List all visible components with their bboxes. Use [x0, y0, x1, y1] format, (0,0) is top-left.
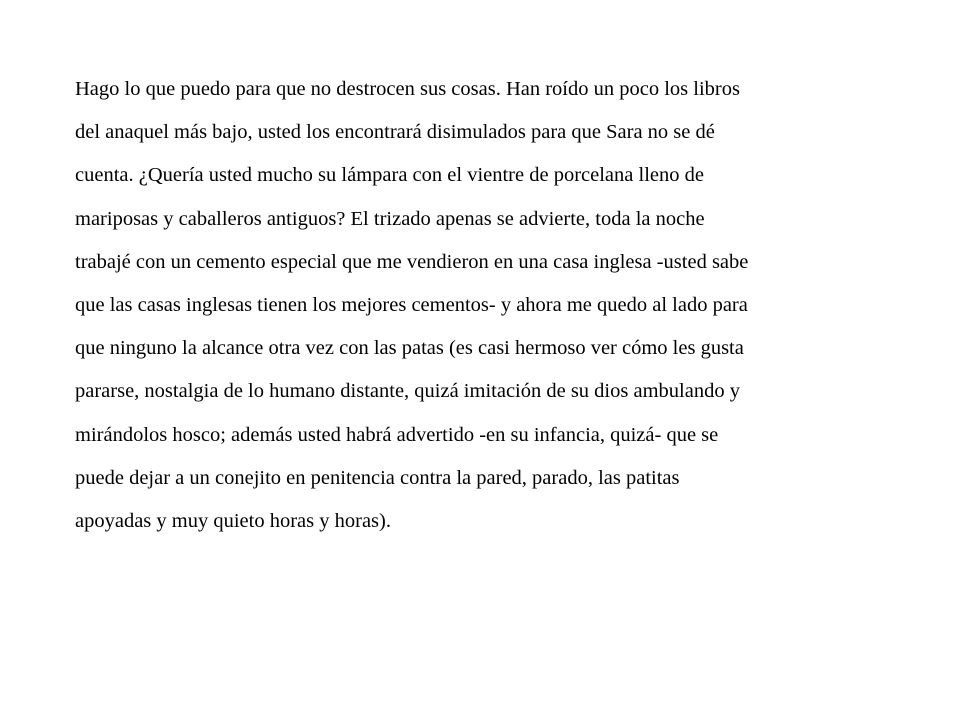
text-line: cuenta. ¿Quería usted mucho su lámpara con el vientre de porcelana lleno de: [75, 164, 704, 187]
text-line: del anaquel más bajo, usted los encontrará disimulados para que Sara no se dé: [75, 121, 715, 144]
text-line: puede dejar a un conejito en penitencia contra la pared, parado, las patitas: [75, 466, 680, 489]
text-line: apoyadas y muy quieto horas y horas).: [75, 510, 391, 533]
text-line: que las casas inglesas tienen los mejores cementos- y ahora me quedo al lado para: [75, 294, 748, 317]
paragraph: [75, 68, 895, 543]
text-line: mariposas y caballeros antiguos? El trizado apenas se advierte, toda la noche: [75, 207, 705, 230]
text-line: pararse, nostalgia de lo humano distante, quizá imitación de su dios ambulando y: [75, 380, 740, 403]
text-line: mirándolos hosco; además usted habrá advertido -en su infancia, quizá- que se: [75, 423, 719, 446]
text-line: que ninguno la alcance otra vez con las patas (es casi hermoso ver cómo les gusta: [75, 337, 744, 360]
text-line: Hago lo que puedo para que no destrocen sus cosas. Han roído un poco los libros: [75, 78, 740, 100]
text-line: trabajé con un cemento especial que me vendieron en una casa inglesa -usted sabe: [75, 250, 749, 273]
